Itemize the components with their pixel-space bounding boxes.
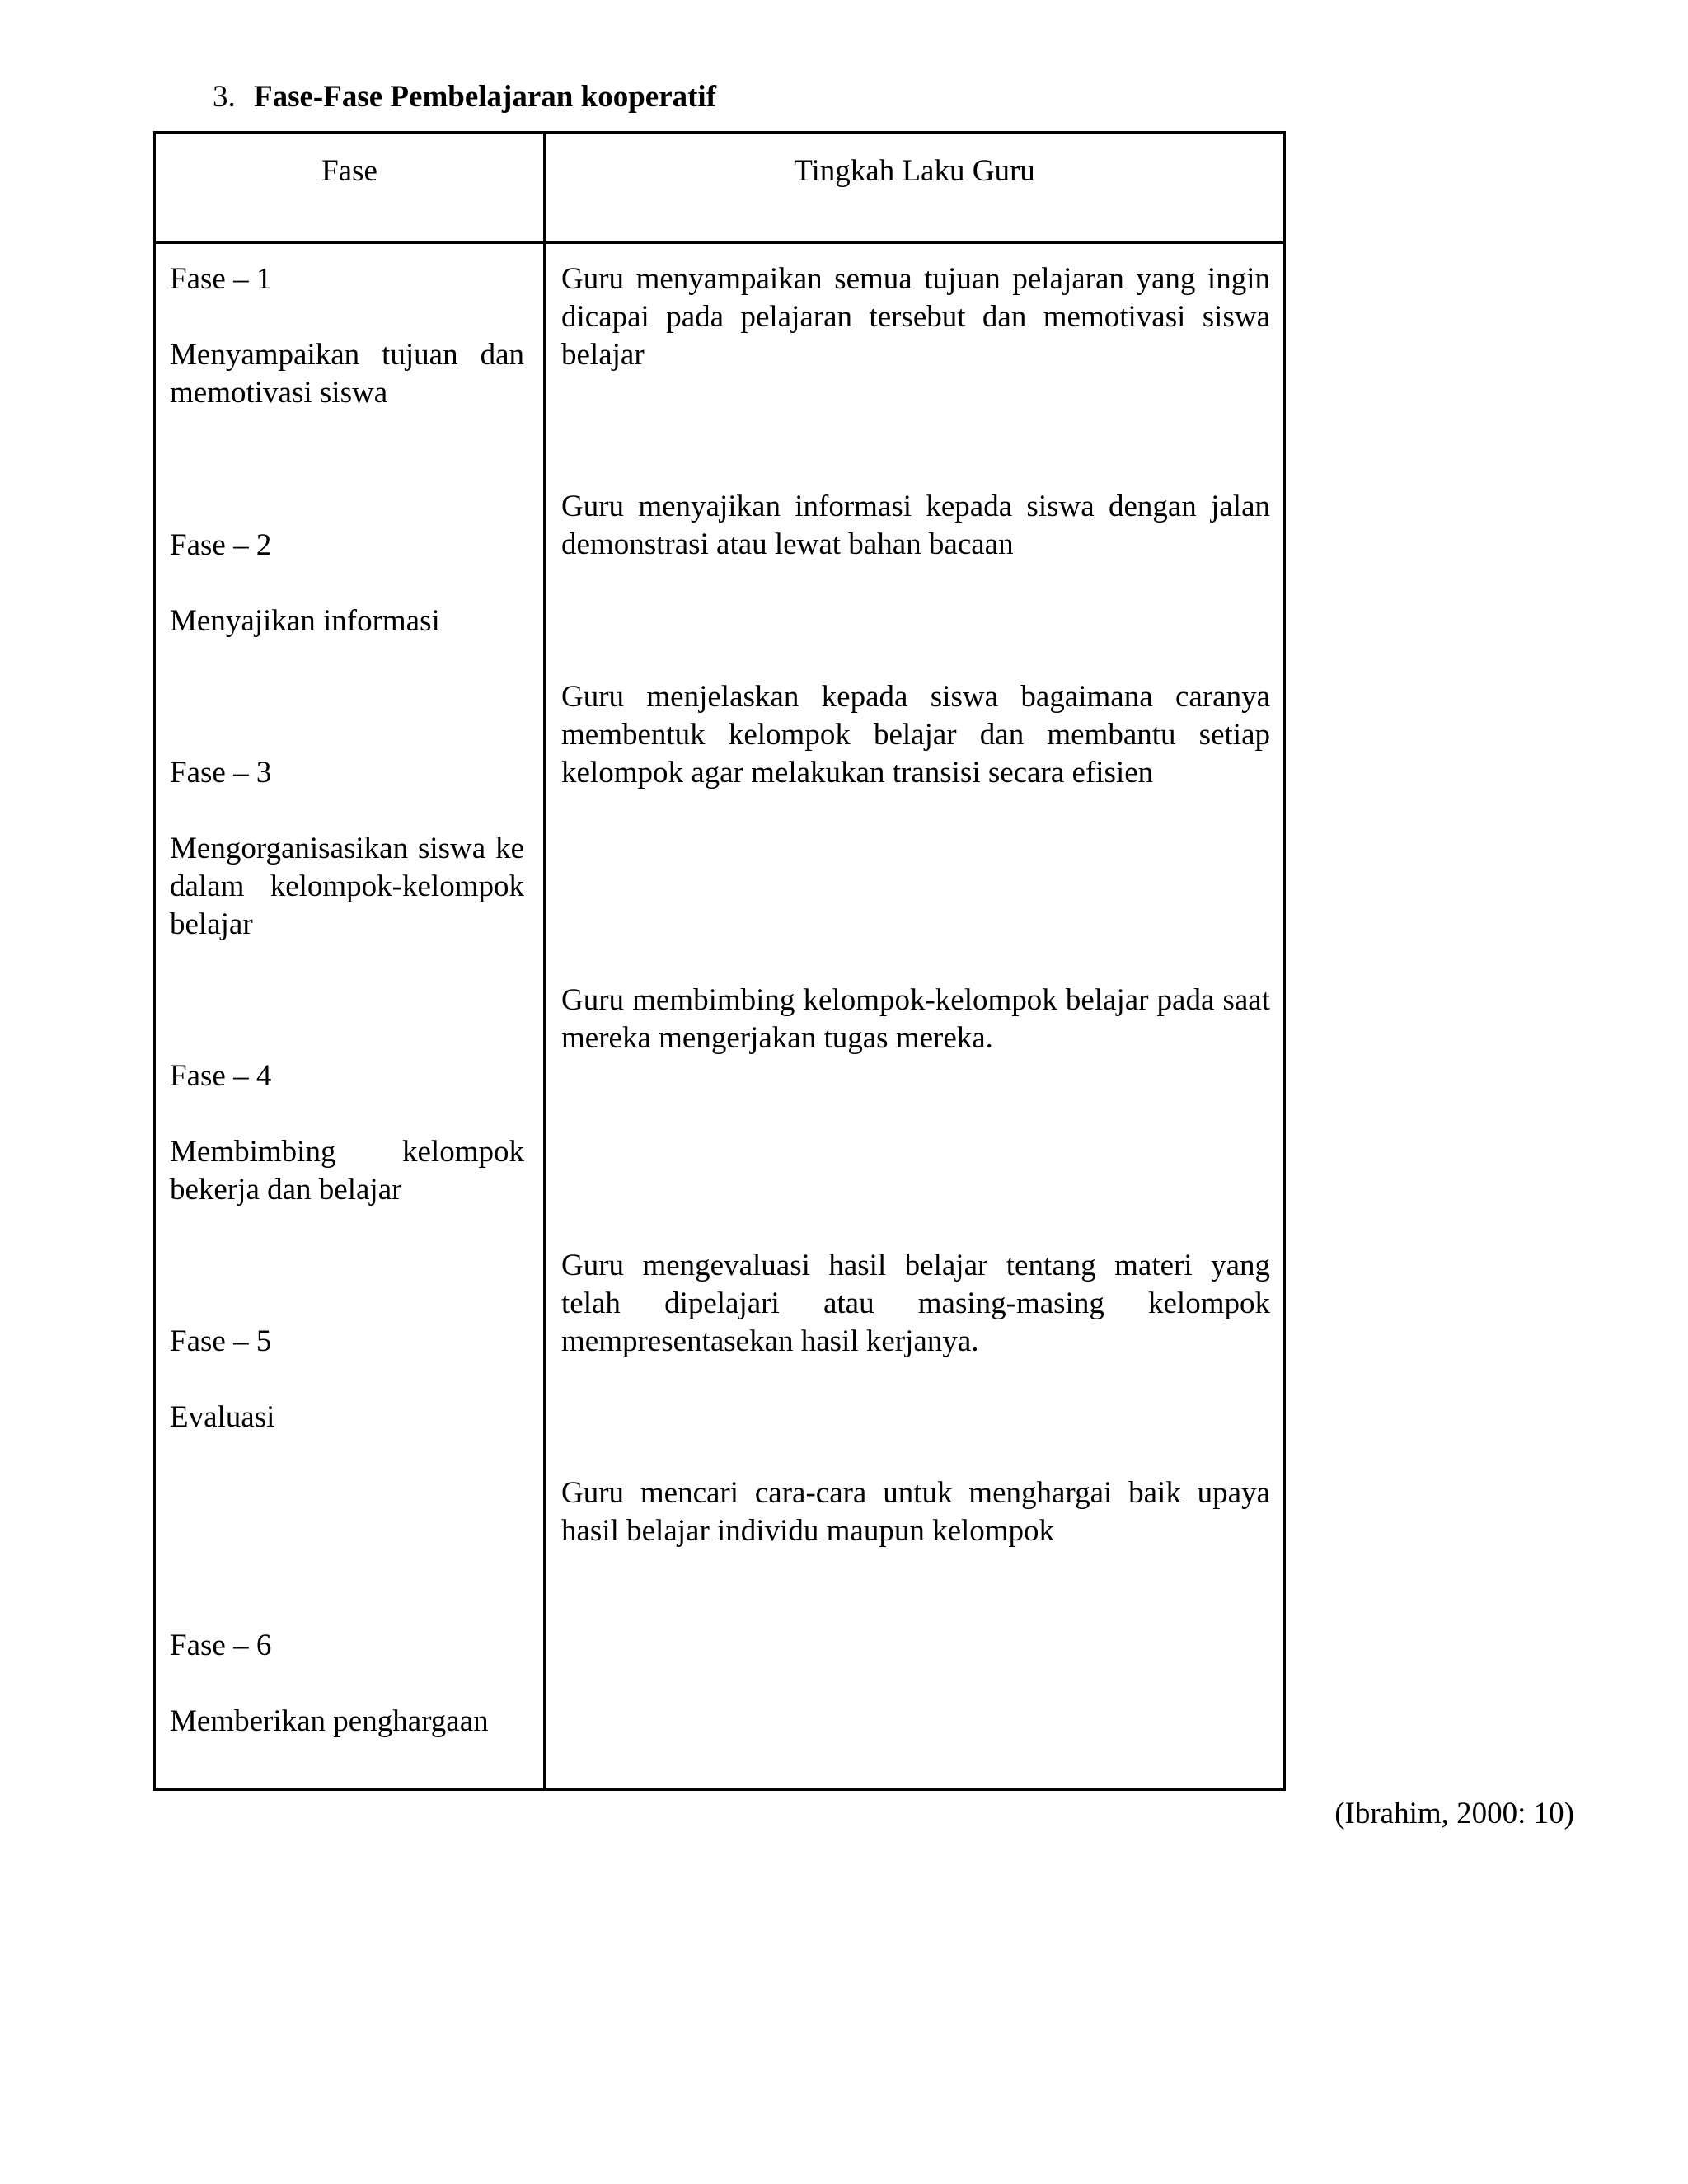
phase-number-3: Fase – 3: [170, 756, 272, 790]
teacher-behavior-4: Guru membimbing kelompok-kelompok belajar pada saat mereka mengerjakan tugas mereka.: [561, 983, 1270, 1055]
phase-name-1: Menyampaikan tujuan dan memotivasi siswa: [170, 338, 524, 410]
teacher-behavior-5: Guru mengevaluasi hasil belajar tentang materi yang telah dipelajari atau masing-masing kelompok mempresentasekan hasil kerjanya.: [561, 1249, 1270, 1358]
teacher-behavior-3: Guru menjelaskan kepada siswa bagaimana caranya membentuk kelompok belajar dan membantu setiap kelompok agar melakukan transisi secara efisien: [561, 680, 1270, 790]
column-divider: [543, 134, 546, 1788]
phase-number-1: Fase – 1: [170, 262, 272, 296]
phase-name-3: Mengorganisasikan siswa ke dalam kelompok-kelompok belajar: [170, 832, 524, 941]
teacher-behavior-2: Guru menyajikan informasi kepada siswa dengan jalan demonstrasi atau lewat bahan bacaan: [561, 490, 1270, 561]
header-tingkah-laku-guru: Tingkah Laku Guru: [794, 154, 1035, 188]
section-heading: [213, 79, 716, 115]
section-title: Fase-Fase Pembelajaran kooperatif: [254, 80, 717, 114]
phase-name-5: Evaluasi: [170, 1400, 275, 1434]
phase-number-4: Fase – 4: [170, 1059, 272, 1093]
source-citation: (Ibrahim, 2000: 10): [1334, 1797, 1574, 1830]
teacher-behavior-6: Guru mencari cara-cara untuk menghargai baik upaya hasil belajar individu maupun kelompok: [561, 1476, 1270, 1548]
phases-table: [153, 131, 1286, 1791]
header-divider: [156, 241, 1283, 244]
phase-name-2: Menyajikan informasi: [170, 604, 440, 638]
header-fase: Fase: [321, 154, 377, 188]
phase-number-5: Fase – 5: [170, 1324, 272, 1358]
teacher-behavior-1: Guru menyampaikan semua tujuan pelajaran yang ingin dicapai pada pelajaran tersebut dan memotivasi siswa belajar: [561, 262, 1270, 372]
phase-number-6: Fase – 6: [170, 1629, 272, 1662]
phase-name-6: Memberikan penghargaan: [170, 1704, 489, 1738]
phase-name-4: Membimbing kelompok bekerja dan belajar: [170, 1135, 524, 1207]
phase-number-2: Fase – 2: [170, 528, 272, 562]
section-number: 3.: [213, 80, 236, 114]
